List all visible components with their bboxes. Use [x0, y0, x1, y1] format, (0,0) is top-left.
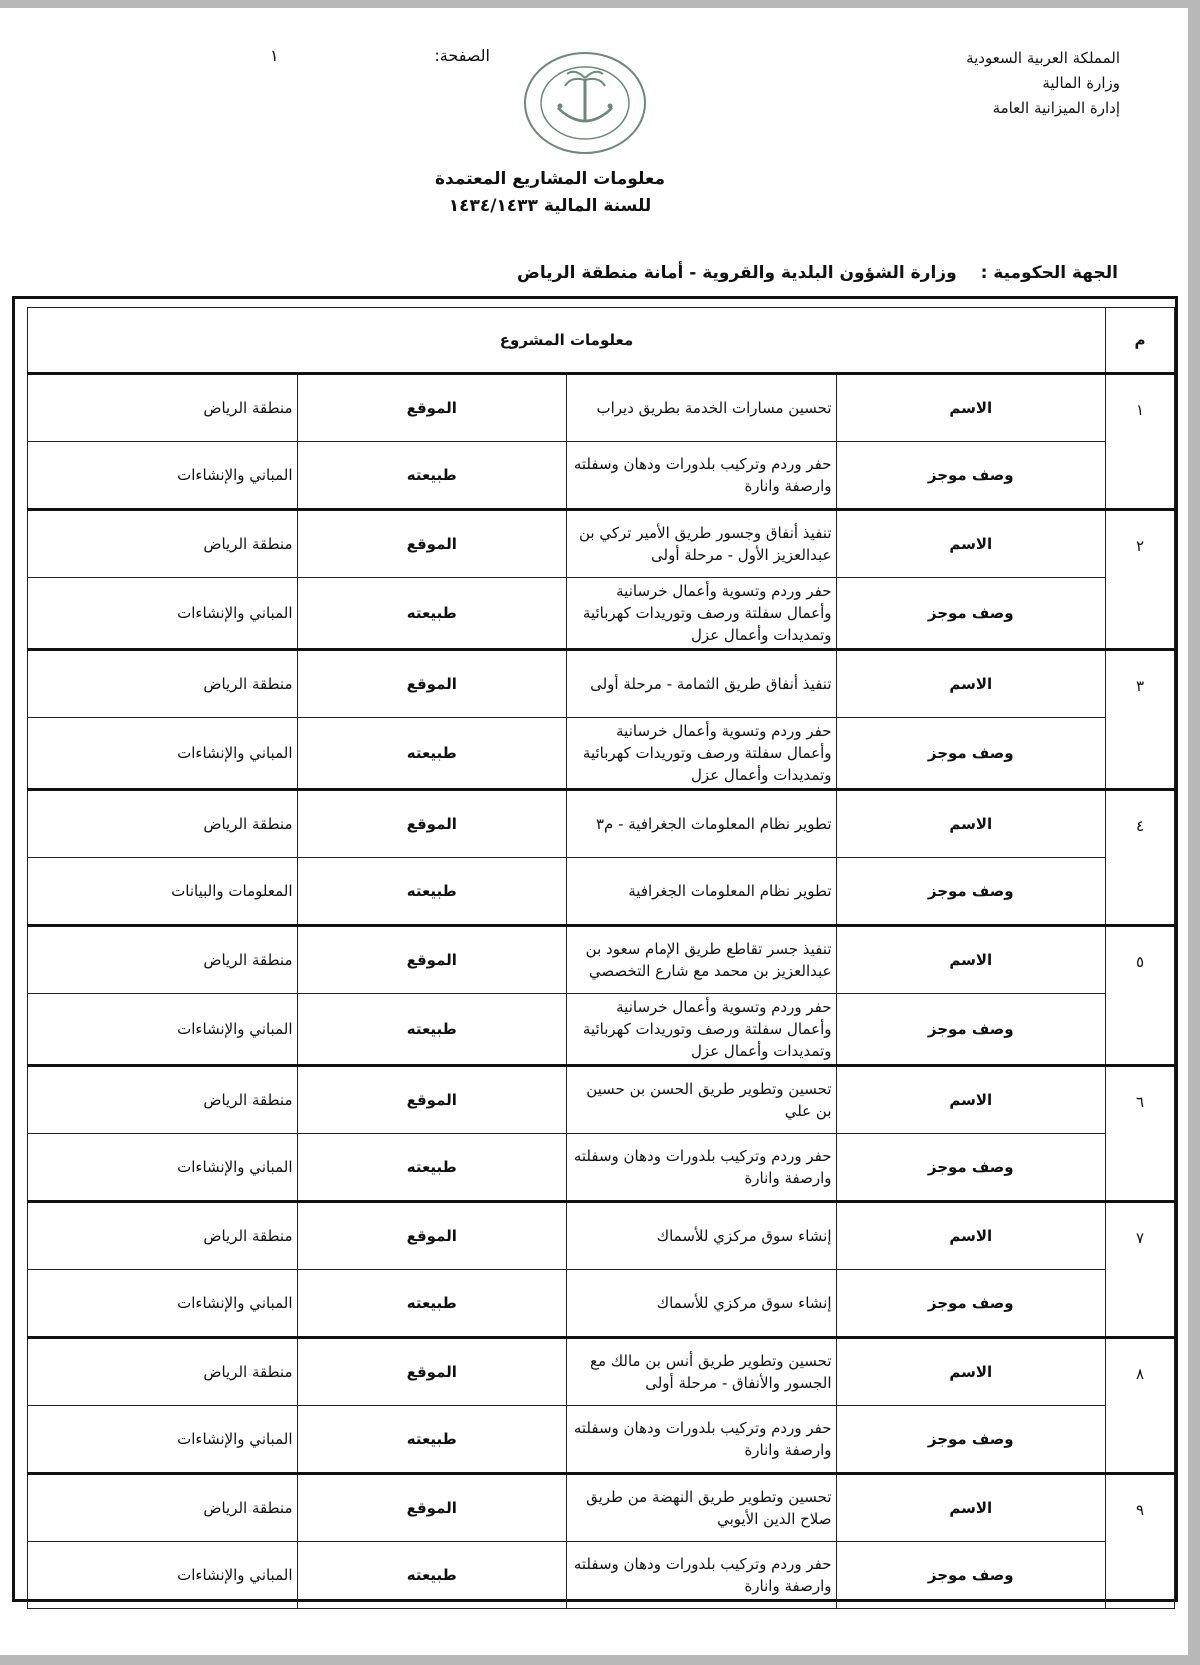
location-label: الموقع — [297, 1066, 567, 1134]
project-number: ١ — [1106, 374, 1175, 510]
location-label: الموقع — [297, 1338, 567, 1406]
project-location: منطقة الرياض — [28, 1474, 298, 1542]
nature-label: طبيعته — [297, 1134, 567, 1202]
location-label: الموقع — [297, 926, 567, 994]
project-location: منطقة الرياض — [28, 1338, 298, 1406]
department-name: إدارة الميزانية العامة — [992, 99, 1120, 117]
description-label: وصف موجز — [836, 994, 1106, 1066]
table-row — [28, 1066, 1175, 1134]
project-nature: المباني والإنشاءات — [28, 1542, 298, 1609]
name-label: الاسم — [836, 1474, 1106, 1542]
location-label: الموقع — [297, 374, 567, 442]
table-row — [28, 510, 1175, 578]
issuer-block — [966, 46, 1120, 121]
table-row — [28, 1406, 1175, 1474]
table-header-row — [28, 308, 1175, 374]
project-name: تحسين وتطوير طريق الحسن بن حسين بن علي — [567, 1066, 837, 1134]
nature-label: طبيعته — [297, 1542, 567, 1609]
project-name: تنفيذ أنفاق طريق الثمامة - مرحلة أولى — [567, 650, 837, 718]
name-label: الاسم — [836, 1202, 1106, 1270]
table-body — [28, 374, 1175, 1609]
project-description: حفر وردم وتسوية وأعمال خرسانية وأعمال سفلتة ورصف وتوريدات كهربائية وتمديدات وأعمال عزل — [567, 718, 837, 790]
project-nature: المباني والإنشاءات — [28, 1270, 298, 1338]
project-name: تنفيذ أنفاق وجسور طريق الأمير تركي بن عبدالعزيز الأول - مرحلة أولى — [567, 510, 837, 578]
page-label: الصفحة: — [434, 46, 490, 65]
nature-label: طبيعته — [297, 1406, 567, 1474]
table-row — [28, 442, 1175, 510]
project-number: ٩ — [1106, 1474, 1175, 1609]
description-label: وصف موجز — [836, 578, 1106, 650]
projects-table-frame — [12, 296, 1178, 1602]
project-location: منطقة الرياض — [28, 650, 298, 718]
table-row — [28, 926, 1175, 994]
description-label: وصف موجز — [836, 858, 1106, 926]
project-location: منطقة الرياض — [28, 1066, 298, 1134]
government-value: وزارة الشؤون البلدية والقروية - أمانة منطقة الرياض — [517, 263, 957, 283]
project-name: تحسين وتطوير طريق أنس بن مالك مع الجسور والأنفاق - مرحلة أولى — [567, 1338, 837, 1406]
title-line2: للسنة المالية ١٤٣٤/١٤٣٣ — [448, 196, 652, 216]
project-number: ٢ — [1106, 510, 1175, 650]
nature-label: طبيعته — [297, 718, 567, 790]
project-name: تحسين مسارات الخدمة بطريق ديراب — [567, 374, 837, 442]
nature-label: طبيعته — [297, 578, 567, 650]
ministry-seal-icon — [520, 48, 650, 158]
project-nature: المباني والإنشاءات — [28, 578, 298, 650]
project-name: تطوير نظام المعلومات الجغرافية - م٣ — [567, 790, 837, 858]
table-row — [28, 718, 1175, 790]
description-label: وصف موجز — [836, 1542, 1106, 1609]
project-number: ٣ — [1106, 650, 1175, 790]
name-label: الاسم — [836, 510, 1106, 578]
table-row — [28, 578, 1175, 650]
project-name: تنفيذ جسر تقاطع طريق الإمام سعود بن عبدالعزيز بن محمد مع شارع التخصصي — [567, 926, 837, 994]
col-info-header: معلومات المشروع — [28, 308, 1106, 374]
kingdom-name: المملكة العربية السعودية — [966, 49, 1120, 67]
project-location: منطقة الرياض — [28, 510, 298, 578]
project-description: حفر وردم وتركيب بلدورات ودهان وسفلته وارصفة وانارة — [567, 1542, 837, 1609]
description-label: وصف موجز — [836, 1406, 1106, 1474]
table-row — [28, 1134, 1175, 1202]
government-entity — [517, 263, 1118, 283]
table-row — [28, 858, 1175, 926]
description-label: وصف موجز — [836, 442, 1106, 510]
description-label: وصف موجز — [836, 718, 1106, 790]
project-number: ٨ — [1106, 1338, 1175, 1474]
table-row — [28, 994, 1175, 1066]
project-description: حفر وردم وتركيب بلدورات ودهان وسفلته وارصفة وانارة — [567, 1134, 837, 1202]
location-label: الموقع — [297, 1202, 567, 1270]
project-nature: المعلومات والبيانات — [28, 858, 298, 926]
project-number: ٧ — [1106, 1202, 1175, 1338]
table-row — [28, 1202, 1175, 1270]
name-label: الاسم — [836, 1066, 1106, 1134]
nature-label: طبيعته — [297, 858, 567, 926]
name-label: الاسم — [836, 650, 1106, 718]
table-row — [28, 1338, 1175, 1406]
col-m-header: م — [1106, 308, 1175, 374]
project-name: إنشاء سوق مركزي للأسماك — [567, 1202, 837, 1270]
project-nature: المباني والإنشاءات — [28, 994, 298, 1066]
table-row — [28, 790, 1175, 858]
location-label: الموقع — [297, 650, 567, 718]
description-label: وصف موجز — [836, 1134, 1106, 1202]
ministry-name: وزارة المالية — [1042, 74, 1120, 92]
project-description: حفر وردم وتسوية وأعمال خرسانية وأعمال سفلتة ورصف وتوريدات كهربائية وتمديدات وأعمال عزل — [567, 578, 837, 650]
nature-label: طبيعته — [297, 442, 567, 510]
project-name: تحسين وتطوير طريق النهضة من طريق صلاح الدين الأيوبي — [567, 1474, 837, 1542]
name-label: الاسم — [836, 926, 1106, 994]
project-description: تطوير نظام المعلومات الجغرافية — [567, 858, 837, 926]
name-label: الاسم — [836, 374, 1106, 442]
table-row — [28, 1270, 1175, 1338]
table-row — [28, 1474, 1175, 1542]
name-label: الاسم — [836, 1338, 1106, 1406]
table-row — [28, 1542, 1175, 1609]
project-location: منطقة الرياض — [28, 374, 298, 442]
projects-table — [27, 307, 1175, 1609]
project-description: إنشاء سوق مركزي للأسماك — [567, 1270, 837, 1338]
nature-label: طبيعته — [297, 1270, 567, 1338]
project-location: منطقة الرياض — [28, 926, 298, 994]
description-label: وصف موجز — [836, 1270, 1106, 1338]
project-description: حفر وردم وتسوية وأعمال خرسانية وأعمال سفلتة ورصف وتوريدات كهربائية وتمديدات وأعمال عزل — [567, 994, 837, 1066]
government-label: الجهة الحكومية : — [980, 263, 1118, 283]
title-line1: معلومات المشاريع المعتمدة — [434, 169, 665, 189]
project-description: حفر وردم وتركيب بلدورات ودهان وسفلته وارصفة وانارة — [567, 1406, 837, 1474]
table-row — [28, 374, 1175, 442]
document-title — [380, 166, 720, 220]
document-page — [0, 8, 1188, 1655]
project-number: ٤ — [1106, 790, 1175, 926]
project-nature: المباني والإنشاءات — [28, 1134, 298, 1202]
project-number: ٥ — [1106, 926, 1175, 1066]
name-label: الاسم — [836, 790, 1106, 858]
location-label: الموقع — [297, 790, 567, 858]
project-nature: المباني والإنشاءات — [28, 718, 298, 790]
project-location: منطقة الرياض — [28, 790, 298, 858]
location-label: الموقع — [297, 1474, 567, 1542]
page-value: ١ — [270, 46, 279, 65]
table-row — [28, 650, 1175, 718]
project-nature: المباني والإنشاءات — [28, 442, 298, 510]
project-description: حفر وردم وتركيب بلدورات ودهان وسفلته وارصفة وانارة — [567, 442, 837, 510]
nature-label: طبيعته — [297, 994, 567, 1066]
project-number: ٦ — [1106, 1066, 1175, 1202]
project-location: منطقة الرياض — [28, 1202, 298, 1270]
project-nature: المباني والإنشاءات — [28, 1406, 298, 1474]
location-label: الموقع — [297, 510, 567, 578]
